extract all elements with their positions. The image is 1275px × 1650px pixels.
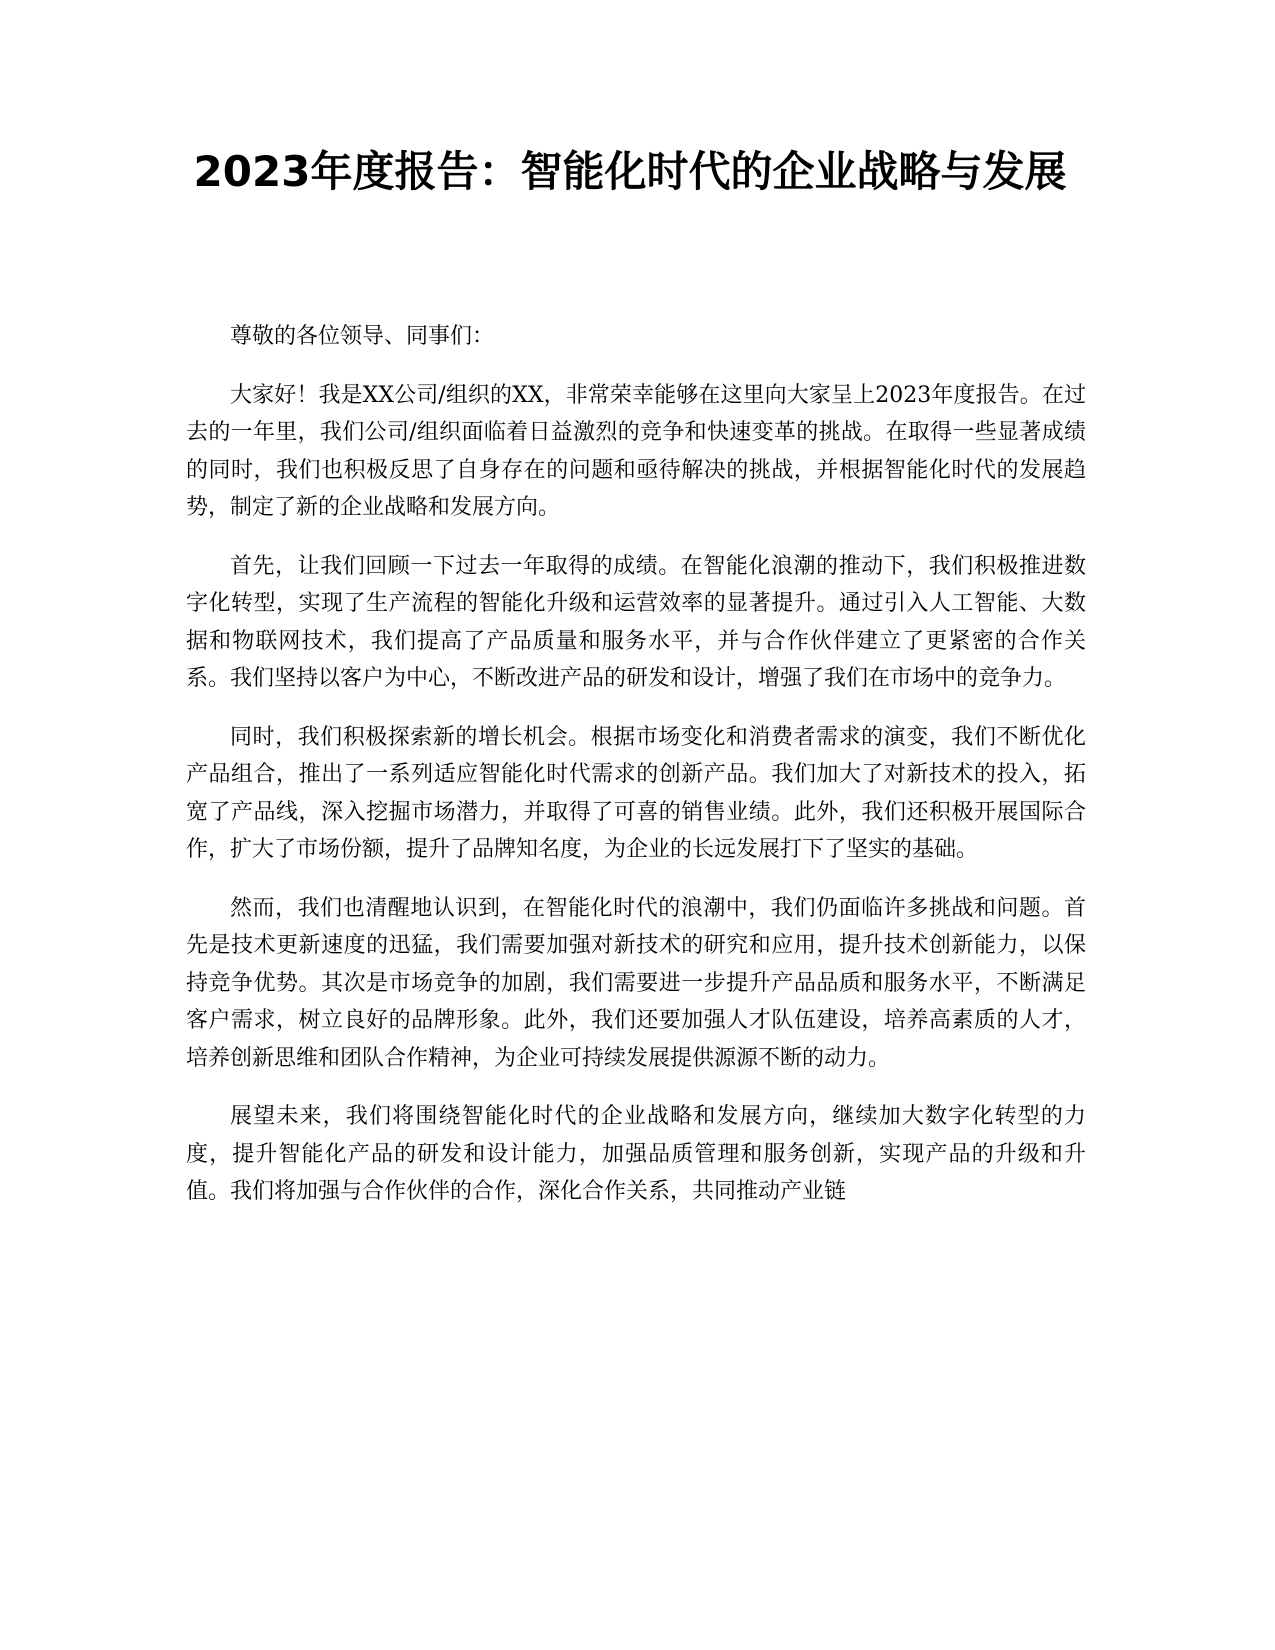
body-paragraph: 同时，我们积极探索新的增长机会。根据市场变化和消费者需求的演变，我们不断优化产品组合，推出了一系列适应智能化时代需求的创新产品。我们加大了对新技术的投入，拓宽了产品线，深入挖掘市场潜力，并取得了可喜的销售业绩。此外，我们还积极开展国际合作，扩大了市场份额，提升了品牌知名度，为企业的长远发展打下了坚实的基础。 <box>186 724 1086 862</box>
body-paragraph: 大家好！我是XX公司/组织的XX，非常荣幸能够在这里向大家呈上2023年度报告。在过去的一年里，我们公司/组织面临着日益激烈的竞争和快速变革的挑战。在取得一些显著成绩的同时，我们也积极反思了自身存在的问题和亟待解决的挑战，并根据智能化时代的发展趋势，制定了新的企业战略和发展方向。 <box>186 382 1086 520</box>
body-paragraph: 首先，让我们回顾一下过去一年取得的成绩。在智能化浪潮的推动下，我们积极推进数字化转型，实现了生产流程的智能化升级和运营效率的显著提升。通过引入人工智能、大数据和物联网技术，我们提高了产品质量和服务水平，并与合作伙伴建立了更紧密的合作关系。我们坚持以客户为中心，不断改进产品的研发和设计，增强了我们在市场中的竞争力。 <box>186 553 1086 691</box>
body-paragraph: 展望未来，我们将围绕智能化时代的企业战略和发展方向，继续加大数字化转型的力度，提升智能化产品的研发和设计能力，加强品质管理和服务创新，实现产品的升级和升值。我们将加强与合作伙伴的合作，深化合作关系，共同推动产业链 <box>186 1104 1086 1204</box>
document-title: 2023年度报告：智能化时代的企业战略与发展 <box>193 147 1067 196</box>
body-paragraph: 然而，我们也清醒地认识到，在智能化时代的浪潮中，我们仍面临许多挑战和问题。首先是技术更新速度的迅猛，我们需要加强对新技术的研究和应用，提升技术创新能力，以保持竞争优势。其次是市场竞争的加剧，我们需要进一步提升产品品质和服务水平，不断满足客户需求，树立良好的品牌形象。此外，我们还要加强人才队伍建设，培养高素质的人才，培养创新思维和团队合作精神，为企业可持续发展提供源源不断的动力。 <box>186 895 1086 1071</box>
document-body <box>186 318 1086 1232</box>
greeting-paragraph: 尊敬的各位领导、同事们： <box>230 324 495 349</box>
